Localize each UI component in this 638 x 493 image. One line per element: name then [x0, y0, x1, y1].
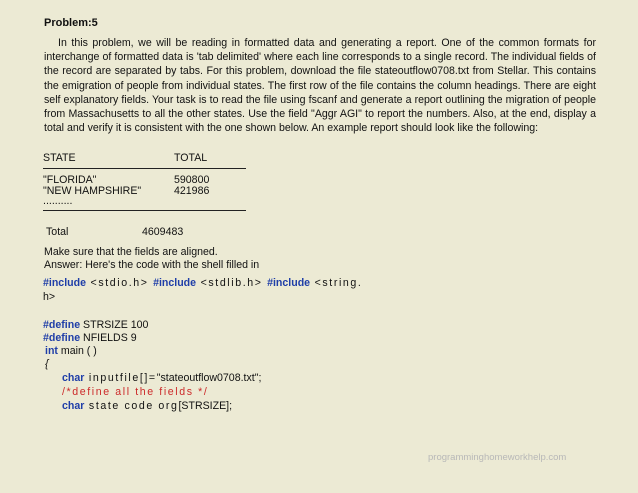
problem-paragraph — [44, 36, 596, 135]
report-row-state: "NEW HAMPSHIRE" — [43, 185, 142, 197]
report-row-state: "FLORIDA" — [43, 174, 97, 186]
answer-note: Answer: Here's the code with the shell filled in — [44, 259, 260, 271]
problem-paragraph-text: In this problem, we will be reading in formatted data and generating a report. One of the common formats for interchange of formatted data is 'tab delimited' where each line corresponds to a single record. The individual fields of the record are separated by tabs. For this problem, download the file stateoutflow0708.txt from Stellar. This contains the emigration of people from individual states. The first row of the file contains the column headings. There are eight self explanatory fields. Your task is to read the file using fscanf and generate a report outlining the migration of people from Massachusetts to all the other states. Use the field "Aggr AGI" to report the numbers. Also, at the end, display a total and verify it is consistent with the one shown below. An example report should look like the following: — [44, 37, 596, 135]
report-header-total: TOTAL — [174, 152, 208, 164]
code-text: NFIELDS 9 — [80, 332, 137, 344]
code-line-define — [43, 332, 137, 345]
code-keyword: #include — [43, 277, 86, 289]
code-keyword: #define — [43, 332, 81, 344]
code-line-state-code — [62, 400, 232, 413]
code-text: <string. — [310, 277, 363, 289]
code-keyword: char — [62, 400, 85, 412]
code-line-includes — [43, 277, 362, 290]
code-keyword: char — [62, 372, 85, 384]
report-header-divider — [43, 168, 246, 169]
code-text: inputfile[]= — [84, 372, 157, 384]
code-line-include-cont: h> — [43, 291, 56, 303]
code-keyword: #define — [43, 319, 81, 331]
code-keyword: int — [45, 345, 58, 357]
report-total-value: 4609483 — [142, 226, 184, 238]
code-line-comment — [62, 386, 208, 399]
report-row-total: 590800 — [174, 174, 210, 186]
report-header-state: STATE — [43, 152, 76, 164]
code-line-main — [45, 345, 97, 358]
report-footer-divider — [43, 210, 246, 211]
report-row-total: 421986 — [174, 185, 210, 197]
report-ellipsis: .......... — [43, 195, 73, 207]
code-keyword: #include — [153, 277, 197, 289]
code-comment: /*define all the fields */ — [62, 386, 209, 398]
code-line-brace: { — [45, 358, 49, 370]
code-text: STRSIZE 100 — [80, 319, 149, 331]
footer-watermark: programminghomeworkhelp.com — [428, 452, 567, 463]
aligned-note: Make sure that the fields are aligned. — [44, 246, 218, 258]
report-total-row — [46, 227, 256, 239]
report-total-label: Total — [46, 226, 69, 238]
code-text: main ( ) — [57, 345, 97, 357]
code-line-inputfile — [62, 372, 261, 385]
code-line-define — [43, 319, 148, 332]
problem-title: Problem:5 — [44, 17, 98, 29]
code-text: [STRSIZE]; — [178, 400, 233, 412]
code-string: "stateoutflow0708.txt"; — [156, 372, 262, 384]
code-text: state code org — [84, 400, 179, 412]
report-header-row — [43, 153, 253, 165]
code-keyword: #include — [267, 277, 311, 289]
code-text: <stdio.h> — [85, 277, 154, 289]
code-text: <stdlib.h> — [196, 277, 268, 289]
report-ellipsis-row — [43, 196, 253, 208]
